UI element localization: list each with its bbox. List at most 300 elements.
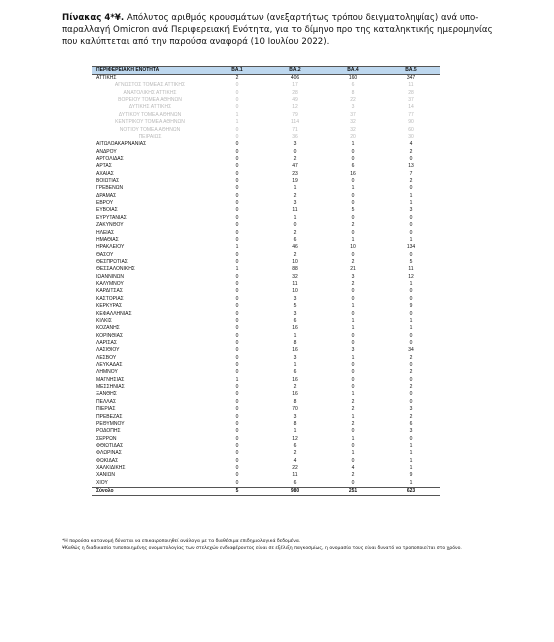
ba2-cell: 6 bbox=[293, 369, 297, 376]
region-cell: ΜΑΓΝΗΣΙΑΣ bbox=[96, 376, 125, 383]
table-row bbox=[92, 443, 440, 450]
ba1-cell: 0 bbox=[235, 295, 239, 302]
ba1-cell: 0 bbox=[235, 310, 239, 317]
ba2-cell: 8 bbox=[293, 398, 297, 405]
ba4-cell: 3 bbox=[351, 104, 355, 111]
ba2-cell: 19 bbox=[292, 178, 298, 185]
table-row bbox=[92, 237, 440, 244]
ba5-cell: 2 bbox=[409, 384, 413, 391]
table-row bbox=[92, 252, 440, 259]
ba5-cell: 11 bbox=[408, 266, 414, 273]
table-row bbox=[92, 222, 440, 229]
ba2-cell: 2 bbox=[293, 229, 297, 236]
footnote-1: *Η παρούσα κατανομή δύναται να επικαιροποιηθεί ανάλογα με τα διαθέσιμα επιδημιολογικά δεδομένα. bbox=[62, 539, 301, 544]
ba4-cell: 2 bbox=[351, 222, 355, 229]
region-cell: ΗΜΑΘΙΑΣ bbox=[96, 236, 119, 243]
total-ba2-cell: 980 bbox=[266, 488, 324, 496]
table-row bbox=[92, 465, 440, 472]
region-cell: ΑΤΤΙΚΗΣ bbox=[96, 75, 117, 81]
ba1-cell: 0 bbox=[235, 398, 239, 405]
ba2-cell: 71 bbox=[292, 126, 298, 133]
ba1-cell: 0 bbox=[235, 435, 239, 442]
ba5-cell: 30 bbox=[408, 133, 414, 140]
region-cell: ΒΟΙΩΤΙΑΣ bbox=[96, 178, 120, 185]
ba2-cell: 36 bbox=[292, 133, 298, 140]
ba4-cell: 32 bbox=[350, 126, 356, 133]
ba4-cell: 160 bbox=[348, 75, 358, 81]
ba2-cell: 1 bbox=[293, 428, 297, 435]
ba2-cell: 2 bbox=[293, 450, 297, 457]
region-cell: ΛΕΣΒΟΥ bbox=[96, 354, 117, 361]
table-row bbox=[92, 178, 440, 185]
ba5-cell: 2 bbox=[409, 413, 413, 420]
ba4-cell: 6 bbox=[351, 82, 355, 89]
ba4-cell: 22 bbox=[350, 97, 356, 104]
ba4-cell: 5 bbox=[351, 207, 355, 214]
ba4-cell: 3 bbox=[351, 347, 355, 354]
region-cell: ΚΑΣΤΟΡΙΑΣ bbox=[96, 295, 124, 302]
table-row bbox=[92, 340, 440, 347]
ba2-cell: 32 bbox=[292, 273, 298, 280]
ba5-cell: 0 bbox=[409, 398, 413, 405]
ba1-cell: 0 bbox=[235, 155, 239, 162]
ba4-cell: 0 bbox=[351, 384, 355, 391]
ba5-cell: 2 bbox=[409, 354, 413, 361]
table-row bbox=[92, 399, 440, 406]
region-cell: ΘΕΣΣΑΛΟΝΙΚΗΣ bbox=[96, 266, 135, 273]
table-row bbox=[92, 325, 440, 332]
ba4-cell: 1 bbox=[351, 450, 355, 457]
region-cell: ΒΟΡΕΙΟΥ ΤΟΜΕΑ ΑΘΗΝΩΝ bbox=[118, 97, 182, 104]
ba1-cell: 0 bbox=[235, 222, 239, 229]
ba2-cell: 2 bbox=[293, 251, 297, 258]
ba5-cell: 134 bbox=[406, 244, 416, 251]
ba1-cell: 2 bbox=[235, 75, 239, 81]
region-cell: ΚΑΡΔΙΤΣΑΣ bbox=[96, 288, 123, 295]
region-cell: ΖΑΚΥΝΘΟΥ bbox=[96, 222, 124, 229]
ba5-cell: 34 bbox=[408, 347, 414, 354]
table-row bbox=[92, 480, 440, 488]
table-row bbox=[92, 259, 440, 266]
ba2-cell: 3 bbox=[293, 413, 297, 420]
table-row bbox=[92, 296, 440, 303]
table-row bbox=[92, 171, 440, 178]
table-row bbox=[92, 384, 440, 391]
table-body bbox=[92, 75, 440, 496]
ba5-cell: 0 bbox=[409, 362, 413, 369]
ba1-cell: 0 bbox=[235, 465, 239, 472]
ba5-cell: 1 bbox=[409, 457, 413, 464]
ba5-cell: 1 bbox=[409, 200, 413, 207]
ba1-cell: 0 bbox=[235, 339, 239, 346]
ba5-cell: 0 bbox=[409, 222, 413, 229]
ba5-cell: 0 bbox=[409, 155, 413, 162]
ba4-cell: 37 bbox=[350, 111, 356, 118]
ba1-cell: 0 bbox=[235, 178, 239, 185]
ba2-cell: 16 bbox=[292, 325, 298, 332]
ba2-cell: 1 bbox=[293, 332, 297, 339]
ba2-cell: 70 bbox=[292, 406, 298, 413]
ba1-cell: 0 bbox=[235, 450, 239, 457]
ba1-cell: 0 bbox=[235, 170, 239, 177]
ba5-cell: 0 bbox=[409, 251, 413, 258]
region-cell: ΚΕΝΤΡΙΚΟΥ ΤΟΜΕΑ ΑΘΗΝΩΝ bbox=[115, 119, 185, 126]
ba4-cell: 1 bbox=[351, 325, 355, 332]
ba5-cell: 1 bbox=[409, 317, 413, 324]
region-cell: ΚΟΡΙΝΘΙΑΣ bbox=[96, 332, 124, 339]
ba2-cell: 6 bbox=[293, 479, 297, 486]
table-row bbox=[92, 428, 440, 435]
ba2-cell: 3 bbox=[293, 141, 297, 148]
ba5-cell: 0 bbox=[409, 288, 413, 295]
region-cell: ΑΝΑΤΟΛΙΚΗΣ ΑΤΤΙΚΗΣ bbox=[123, 89, 177, 96]
ba4-cell: 1 bbox=[351, 391, 355, 398]
ba4-cell: 32 bbox=[350, 119, 356, 126]
table-subrow bbox=[92, 112, 440, 119]
ba1-cell: 0 bbox=[235, 273, 239, 280]
ba2-cell: 46 bbox=[292, 244, 298, 251]
ba5-cell: 1 bbox=[409, 192, 413, 199]
region-cell: ΦΛΩΡΙΝΑΣ bbox=[96, 450, 122, 457]
table-subrow bbox=[92, 97, 440, 104]
ba1-cell: 0 bbox=[235, 362, 239, 369]
ba4-cell: 0 bbox=[351, 332, 355, 339]
table-row bbox=[92, 149, 440, 156]
ba5-cell: 2 bbox=[409, 178, 413, 185]
ba2-cell: 2 bbox=[293, 384, 297, 391]
table-subrow bbox=[92, 82, 440, 89]
ba4-cell: 0 bbox=[351, 362, 355, 369]
ba2-cell: 5 bbox=[293, 303, 297, 310]
region-cell: ΦΩΚΙΔΑΣ bbox=[96, 457, 119, 464]
region-cell: ΛΗΜΝΟΥ bbox=[96, 369, 118, 376]
region-cell: ΑΡΤΑΣ bbox=[96, 163, 112, 170]
ba4-cell: 10 bbox=[350, 244, 356, 251]
table-row bbox=[92, 200, 440, 207]
ba5-cell: 7 bbox=[409, 170, 413, 177]
ba5-cell: 3 bbox=[409, 406, 413, 413]
table-row bbox=[92, 156, 440, 163]
region-cell: ΑΝΔΡΟΥ bbox=[96, 148, 117, 155]
region-cell: ΡΕΘΥΜΝΟΥ bbox=[96, 420, 125, 427]
ba1-cell: 0 bbox=[235, 214, 239, 221]
region-cell: ΕΥΡΥΤΑΝΙΑΣ bbox=[96, 214, 127, 221]
footnotes bbox=[62, 538, 502, 552]
region-cell: ΛΑΡΙΣΑΣ bbox=[96, 339, 117, 346]
ba5-cell: 1 bbox=[409, 325, 413, 332]
ba5-cell: 0 bbox=[409, 391, 413, 398]
ba2-cell: 1 bbox=[293, 214, 297, 221]
ba1-cell: 1 bbox=[235, 266, 239, 273]
table-caption-label: Πίνακας 4*¥. bbox=[62, 13, 125, 23]
table-row bbox=[92, 436, 440, 443]
ba5-cell: 28 bbox=[408, 89, 414, 96]
region-cell: ΕΒΡΟΥ bbox=[96, 200, 114, 207]
ba1-cell: 0 bbox=[235, 207, 239, 214]
ba1-cell: 0 bbox=[235, 479, 239, 486]
ba5-cell: 0 bbox=[409, 332, 413, 339]
region-cell: ΗΛΕΙΑΣ bbox=[96, 229, 115, 236]
table-row bbox=[92, 303, 440, 310]
ba1-cell: 0 bbox=[235, 420, 239, 427]
ba2-cell: 28 bbox=[292, 89, 298, 96]
ba2-cell: 0 bbox=[293, 148, 297, 155]
region-cell: ΕΥΒΟΙΑΣ bbox=[96, 207, 118, 214]
ba5-cell: 11 bbox=[408, 82, 414, 89]
total-ba4-cell: 251 bbox=[324, 488, 382, 496]
table-row bbox=[92, 391, 440, 398]
ba5-cell: 77 bbox=[408, 111, 414, 118]
ba1-cell: 0 bbox=[235, 369, 239, 376]
ba4-cell: 0 bbox=[351, 310, 355, 317]
ba4-cell: 2 bbox=[351, 281, 355, 288]
region-cell: ΠΡΕΒΕΖΑΣ bbox=[96, 413, 123, 420]
table-row bbox=[92, 311, 440, 318]
ba4-cell: 2 bbox=[351, 406, 355, 413]
ba5-cell: 0 bbox=[409, 339, 413, 346]
ba1-cell: 0 bbox=[235, 133, 239, 140]
ba4-cell: 0 bbox=[351, 369, 355, 376]
ba5-cell: 90 bbox=[408, 119, 414, 126]
ba2-cell: 6 bbox=[293, 236, 297, 243]
table-row bbox=[92, 318, 440, 325]
table-row bbox=[92, 75, 440, 83]
ba5-cell: 0 bbox=[409, 229, 413, 236]
table-row bbox=[92, 355, 440, 362]
ba5-cell: 6 bbox=[409, 420, 413, 427]
ba4-cell: 2 bbox=[351, 398, 355, 405]
region-cell: ΠΙΕΡΙΑΣ bbox=[96, 406, 116, 413]
table-row bbox=[92, 369, 440, 376]
ba2-cell: 88 bbox=[292, 266, 298, 273]
ba2-cell: 11 bbox=[292, 281, 298, 288]
ba4-cell: 0 bbox=[351, 200, 355, 207]
region-cell: ΠΕΛΛΑΣ bbox=[96, 398, 117, 405]
ba4-cell: 0 bbox=[351, 457, 355, 464]
ba1-cell: 0 bbox=[235, 163, 239, 170]
ba4-cell: 0 bbox=[351, 192, 355, 199]
header-ba5: ΒΑ.5 bbox=[382, 67, 440, 75]
ba4-cell: 0 bbox=[351, 479, 355, 486]
table-subrow bbox=[92, 90, 440, 97]
ba2-cell: 10 bbox=[292, 288, 298, 295]
ba1-cell: 0 bbox=[235, 97, 239, 104]
ba1-cell: 0 bbox=[235, 281, 239, 288]
ba4-cell: 0 bbox=[351, 295, 355, 302]
region-cell: ΝΟΤΙΟΥ ΤΟΜΕΑ ΑΘΗΝΩΝ bbox=[119, 126, 181, 133]
table-subrow bbox=[92, 134, 440, 141]
omicron-subvariant-table bbox=[92, 66, 440, 496]
header-row bbox=[92, 67, 440, 75]
ba2-cell: 3 bbox=[293, 295, 297, 302]
ba5-cell: 4 bbox=[409, 141, 413, 148]
ba2-cell: 16 bbox=[292, 391, 298, 398]
table-row bbox=[92, 458, 440, 465]
ba2-cell: 6 bbox=[293, 442, 297, 449]
region-cell: ΙΩΑΝΝΙΝΩΝ bbox=[96, 273, 125, 280]
ba1-cell: 0 bbox=[235, 288, 239, 295]
ba1-cell: 0 bbox=[235, 317, 239, 324]
table-row bbox=[92, 421, 440, 428]
ba4-cell: 0 bbox=[351, 288, 355, 295]
ba1-cell: 0 bbox=[235, 148, 239, 155]
table-row bbox=[92, 207, 440, 214]
ba5-cell: 14 bbox=[408, 104, 414, 111]
table-row bbox=[92, 281, 440, 288]
table-row bbox=[92, 266, 440, 273]
table-subrow bbox=[92, 119, 440, 126]
ba4-cell: 0 bbox=[351, 428, 355, 435]
region-cell: ΜΕΣΣΗΝΙΑΣ bbox=[96, 384, 125, 391]
ba5-cell: 2 bbox=[409, 369, 413, 376]
ba2-cell: 6 bbox=[293, 317, 297, 324]
ba4-cell: 16 bbox=[350, 170, 356, 177]
region-cell: ΚΕΡΚΥΡΑΣ bbox=[96, 303, 123, 310]
ba5-cell: 1 bbox=[409, 442, 413, 449]
region-cell: ΠΕΙΡΑΙΩΣ bbox=[138, 133, 162, 140]
ba4-cell: 2 bbox=[351, 258, 355, 265]
table-row bbox=[92, 230, 440, 237]
table-row bbox=[92, 185, 440, 192]
ba4-cell: 0 bbox=[351, 442, 355, 449]
region-cell: ΧΙΟΥ bbox=[96, 479, 108, 486]
ba5-cell: 3 bbox=[409, 428, 413, 435]
ba5-cell: 1 bbox=[409, 465, 413, 472]
table-row bbox=[92, 163, 440, 170]
ba4-cell: 2 bbox=[351, 472, 355, 479]
table-caption bbox=[62, 12, 502, 48]
ba1-cell: 0 bbox=[235, 354, 239, 361]
ba1-cell: 1 bbox=[235, 376, 239, 383]
table-row bbox=[92, 472, 440, 479]
ba1-cell: 0 bbox=[235, 251, 239, 258]
region-cell: ΔΥΤΙΚΟΥ ΤΟΜΕΑ ΑΘΗΝΩΝ bbox=[118, 111, 182, 118]
region-cell: ΛΕΥΚΑΔΑΣ bbox=[96, 362, 123, 369]
ba5-cell: 0 bbox=[409, 310, 413, 317]
ba1-cell: 1 bbox=[235, 111, 239, 118]
ba2-cell: 1 bbox=[293, 362, 297, 369]
ba4-cell: 4 bbox=[351, 465, 355, 472]
ba4-cell: 1 bbox=[351, 435, 355, 442]
table-subrow bbox=[92, 104, 440, 111]
ba4-cell: 0 bbox=[351, 339, 355, 346]
ba5-cell: 0 bbox=[409, 214, 413, 221]
ba4-cell: 2 bbox=[351, 420, 355, 427]
ba2-cell: 23 bbox=[292, 170, 298, 177]
header-ba4: ΒΑ.4 bbox=[324, 67, 382, 75]
ba1-cell: 0 bbox=[235, 200, 239, 207]
region-cell: ΚΙΛΚΙΣ bbox=[96, 317, 112, 324]
ba1-cell: 0 bbox=[235, 325, 239, 332]
region-cell: ΧΑΛΚΙΔΙΚΗΣ bbox=[96, 465, 126, 472]
table-caption-text: Απόλυτος αριθμός κρουσμάτων (ανεξαρτήτως τρόπου δειγματοληψίας) ανά υπο-παραλλαγή Omicron ανά Περιφερειακή Ενότητα, για το δίμηνο προ της καταληκτικής ημερομηνίας που καλύπτεται από την παρούσα αναφορά (10 Ιουλίου 2022). bbox=[62, 13, 493, 47]
table-row bbox=[92, 414, 440, 421]
region-cell: ΣΕΡΡΩΝ bbox=[96, 435, 117, 442]
total-region-cell: Σύνολο bbox=[92, 488, 208, 496]
ba2-cell: 11 bbox=[292, 207, 298, 214]
ba5-cell: 1 bbox=[409, 281, 413, 288]
region-cell: ΚΕΦΑΛΛΗΝΙΑΣ bbox=[96, 310, 132, 317]
ba1-cell: 0 bbox=[235, 104, 239, 111]
omicron-table-container bbox=[92, 66, 440, 496]
ba2-cell: 10 bbox=[292, 258, 298, 265]
region-cell: ΑΙΤΩΛΟΑΚΑΡΝΑΝΙΑΣ bbox=[96, 141, 147, 148]
ba4-cell: 6 bbox=[351, 163, 355, 170]
ba2-cell: 79 bbox=[292, 111, 298, 118]
ba5-cell: 9 bbox=[409, 472, 413, 479]
region-cell: ΛΑΣΙΘΙΟΥ bbox=[96, 347, 120, 354]
ba4-cell: 0 bbox=[351, 148, 355, 155]
ba4-cell: 1 bbox=[351, 303, 355, 310]
ba2-cell: 8 bbox=[293, 420, 297, 427]
ba2-cell: 11 bbox=[292, 472, 298, 479]
ba5-cell: 1 bbox=[409, 450, 413, 457]
ba1-cell: 0 bbox=[235, 236, 239, 243]
ba2-cell: 17 bbox=[292, 82, 298, 89]
ba1-cell: 0 bbox=[235, 126, 239, 133]
ba2-cell: 1 bbox=[293, 185, 297, 192]
ba1-cell: 0 bbox=[235, 472, 239, 479]
ba2-cell: 16 bbox=[292, 376, 298, 383]
ba2-cell: 406 bbox=[290, 75, 300, 81]
region-cell: ΚΟΖΑΝΗΣ bbox=[96, 325, 120, 332]
ba4-cell: 1 bbox=[351, 236, 355, 243]
region-cell: ΔΡΑΜΑΣ bbox=[96, 192, 117, 199]
ba4-cell: 0 bbox=[351, 376, 355, 383]
ba4-cell: 0 bbox=[351, 229, 355, 236]
ba4-cell: 1 bbox=[351, 354, 355, 361]
ba5-cell: 12 bbox=[408, 273, 414, 280]
ba1-cell: 0 bbox=[235, 442, 239, 449]
region-cell: ΘΑΣΟΥ bbox=[96, 251, 114, 258]
ba4-cell: 1 bbox=[351, 317, 355, 324]
table-row bbox=[92, 347, 440, 354]
ba5-cell: 0 bbox=[409, 376, 413, 383]
ba2-cell: 4 bbox=[293, 457, 297, 464]
ba4-cell: 1 bbox=[351, 141, 355, 148]
ba4-cell: 0 bbox=[351, 155, 355, 162]
region-cell: ΦΘΙΩΤΙΔΑΣ bbox=[96, 442, 124, 449]
table-subrow bbox=[92, 127, 440, 134]
ba4-cell: 1 bbox=[351, 413, 355, 420]
ba2-cell: 3 bbox=[293, 200, 297, 207]
ba4-cell: 0 bbox=[351, 251, 355, 258]
region-cell: ΓΡΕΒΕΝΩΝ bbox=[96, 185, 124, 192]
ba4-cell: 8 bbox=[351, 89, 355, 96]
table-row bbox=[92, 215, 440, 222]
ba1-cell: 0 bbox=[235, 303, 239, 310]
table-row bbox=[92, 333, 440, 340]
table-row bbox=[92, 141, 440, 148]
ba1-cell: 0 bbox=[235, 406, 239, 413]
ba2-cell: 8 bbox=[293, 339, 297, 346]
ba1-cell: 0 bbox=[235, 192, 239, 199]
ba2-cell: 114 bbox=[291, 119, 299, 126]
ba5-cell: 3 bbox=[409, 207, 413, 214]
ba2-cell: 12 bbox=[292, 435, 298, 442]
region-cell: ΡΟΔΟΠΗΣ bbox=[96, 428, 121, 435]
ba1-cell: 0 bbox=[235, 89, 239, 96]
ba5-cell: 0 bbox=[409, 295, 413, 302]
region-cell: ΘΕΣΠΡΩΤΙΑΣ bbox=[96, 258, 128, 265]
ba2-cell: 0 bbox=[293, 222, 297, 229]
total-ba1-cell: 5 bbox=[208, 488, 266, 496]
region-cell: ΔΥΤΙΚΗΣ ΑΤΤΙΚΗΣ bbox=[128, 104, 172, 111]
region-cell: ΑΧΑΪΑΣ bbox=[96, 170, 114, 177]
ba5-cell: 60 bbox=[408, 126, 414, 133]
ba2-cell: 22 bbox=[292, 465, 298, 472]
ba4-cell: 0 bbox=[351, 214, 355, 221]
